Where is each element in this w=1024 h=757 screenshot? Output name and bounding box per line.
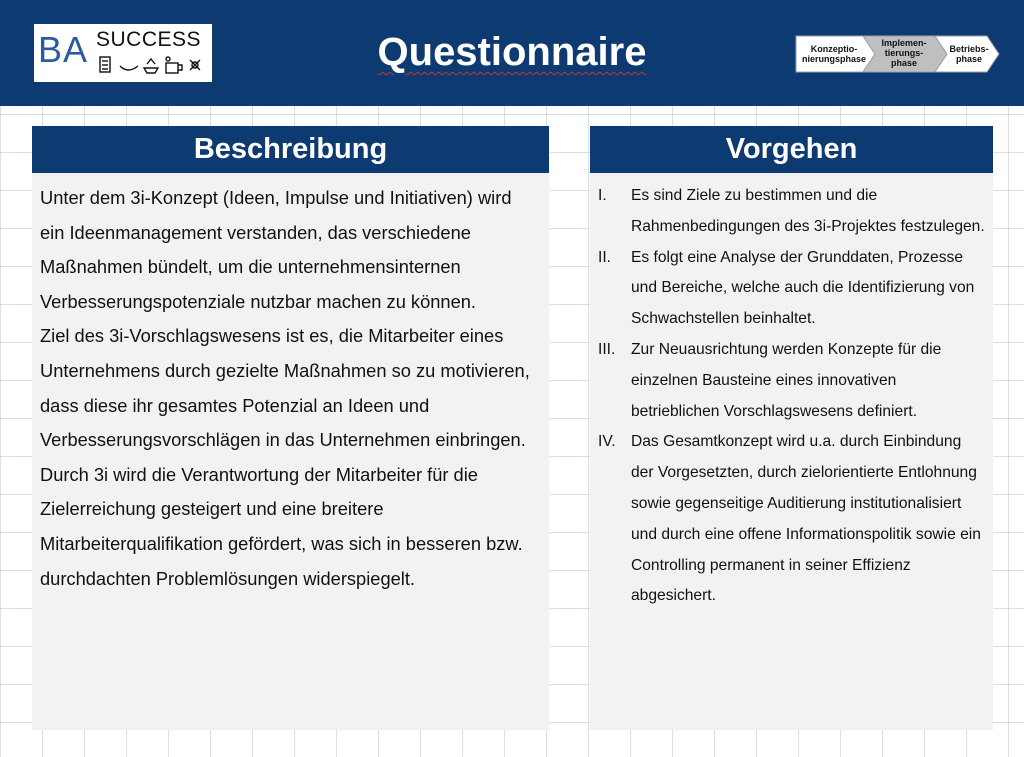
step-text: Es folgt eine Analyse der Grunddaten, Prozesse und Bereiche, welche auch die Identifizierung von Schwachstellen beinhaltet. — [631, 248, 975, 328]
description-paragraph: Unter dem 3i-Konzept (Ideen, Impulse und Initiativen) wird ein Ideenmanagement verstanden, das verschiedene Maßnahmen bündelt, um die unternehmensinternen Verbesserungspotenziale nutzbar machen zu können. — [40, 187, 512, 312]
description-paragraph: Durch 3i wird die Verantwortung der Mitarbeiter für die Zielerreichung gesteigert und eine breitere Mitarbeiterqualifikation gefördert, was sich in besseren bzw. durchdachten Problemlösungen widerspiegelt. — [40, 463, 523, 589]
logo-success-text: SUCCESS — [96, 28, 202, 51]
phase-konzeptionierung: Konzeptio- nierungsphase — [801, 44, 866, 64]
step-number: IV. — [598, 433, 616, 451]
step-item — [598, 335, 985, 427]
vorgehen-steps — [590, 173, 993, 612]
step-item — [598, 243, 985, 335]
step-number: III. — [598, 340, 616, 358]
beschreibung-panel — [32, 126, 549, 730]
logo-ba-text: BA — [38, 29, 89, 70]
step-item — [598, 427, 985, 612]
step-text: Zur Neuausrichtung werden Konzepte für die einzelnen Bausteine eines innovativen betrieblichen Vorschlagswesens definiert. — [631, 340, 942, 420]
step-item — [598, 181, 985, 243]
page-title: Questionnaire — [377, 30, 647, 74]
header-bar — [0, 0, 1024, 106]
description-paragraph: Ziel des 3i-Vorschlagswesens ist es, die Mitarbeiter eines Unternehmens durch gezielte Maßnahmen so zu motivieren, dass diese ihr gesamtes Potenzial an Ideen und Verbesserungsvorschlägen in das Unternehmen einbringen. — [40, 325, 530, 451]
step-text: Es sind Ziele zu bestimmen und die Rahmenbedingungen des 3i-Projektes festzulegen. — [631, 187, 985, 235]
phase-betrieb: Betriebs- phase — [949, 44, 989, 64]
vorgehen-heading: Vorgehen — [590, 126, 993, 173]
phase-indicator — [795, 35, 1000, 73]
step-text: Das Gesamtkonzept wird u.a. durch Einbindung der Vorgesetzten, durch zielorientierte Entlohnung sowie gegenseitige Auditierung institutionalisiert und durch eine offene Informationspolitik sowie ein Controlling permanent in seiner Effizienz abgesichert. — [631, 433, 981, 605]
step-number: I. — [598, 187, 607, 204]
step-number: II. — [598, 248, 611, 266]
beschreibung-text — [32, 173, 549, 596]
beschreibung-heading: Beschreibung — [32, 126, 549, 173]
vorgehen-panel — [590, 126, 993, 730]
phase-implementierung: Implemen- tierungs- phase — [881, 38, 927, 68]
